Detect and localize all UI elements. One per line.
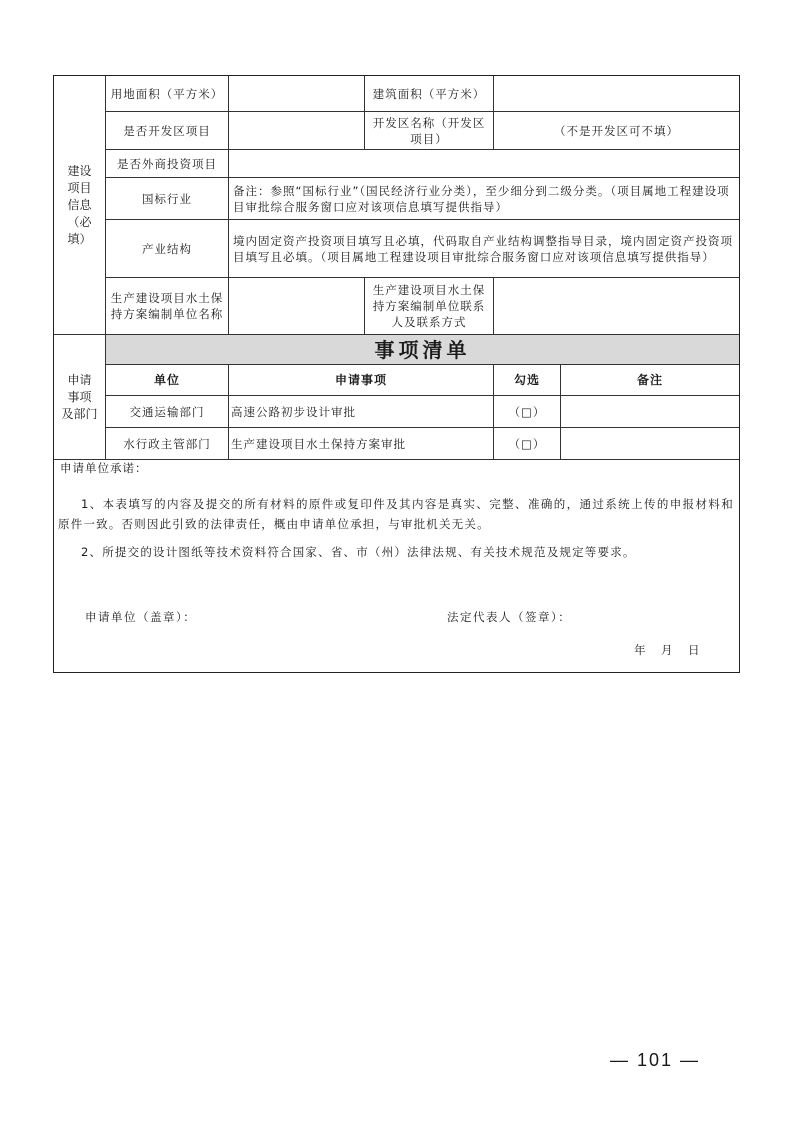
field-dev-zone[interactable] (229, 112, 365, 150)
section-label-project-info: 建设 项目 信息 （必 填） (54, 76, 106, 335)
field-land-area[interactable] (229, 76, 365, 112)
field-soil-plan-unit[interactable] (229, 278, 365, 335)
label-land-area: 用地面积（平方米） (106, 76, 229, 112)
field-dev-zone-name[interactable]: （不是开发区可不填） (494, 112, 739, 150)
application-form (53, 75, 740, 673)
field-soil-plan-contact[interactable] (494, 278, 739, 335)
date-label: 年 月 日 (634, 643, 702, 657)
table-row-unit: 水行政主管部门 (106, 428, 229, 460)
label-soil-plan-unit: 生产建设项目水土保持方案编制单位名称 (106, 278, 229, 335)
field-industry: 备注：参照“国标行业”（国民经济行业分类），至少细分到二级分类。（项目属地工程建设项目审批综合服务窗口应对该项信息填写提供指导） (229, 178, 739, 220)
page-number: — 101 — (610, 1050, 701, 1070)
col-header-unit: 单位 (106, 365, 229, 396)
table-row-item: 高速公路初步设计审批 (229, 396, 494, 428)
label-building-area: 建筑面积（平方米） (365, 76, 494, 112)
pledge-paragraph-1: 1、本表填写的内容及提交的所有材料的原件或复印件及其内容是真实、完整、准确的，通过系统上传的申报材料和原件一致。否则因此引致的法律责任，概由申请单位承担，与审批机关无关。 (58, 497, 734, 531)
field-industry-structure: 境内固定资产投资项目填写且必填，代码取自产业结构调整指导目录，境内固定资产投资项目填写且必填。（项目属地工程建设项目审批综合服务窗口应对该项信息填写提供指导） (229, 220, 739, 278)
label-soil-plan-contact: 生产建设项目水土保持方案编制单位联系人及联系方式 (365, 278, 494, 335)
label-dev-zone-name: 开发区名称（开发区项目） (365, 112, 494, 150)
checkbox-soil-plan[interactable]: （□） (494, 428, 561, 460)
field-note-highway[interactable] (561, 396, 739, 428)
field-building-area[interactable] (494, 76, 739, 112)
items-list-title: 事项清单 (106, 335, 739, 365)
field-foreign-investment[interactable] (229, 150, 739, 178)
label-industry: 国标行业 (106, 178, 229, 220)
checkbox-highway-design[interactable]: （□） (494, 396, 561, 428)
table-row-unit: 交通运输部门 (106, 396, 229, 428)
field-note-soil[interactable] (561, 428, 739, 460)
label-industry-structure: 产业结构 (106, 220, 229, 278)
col-header-check: 勾选 (494, 365, 561, 396)
col-header-item: 申请事项 (229, 365, 494, 396)
table-row-item: 生产建设项目水土保持方案审批 (229, 428, 494, 460)
pledge-title: 申请单位承诺： (60, 461, 148, 475)
section-label-application-items: 申请 事项 及部门 (54, 335, 106, 460)
applicant-seal-label: 申请单位（盖章）： (85, 610, 197, 624)
col-header-note: 备注 (561, 365, 739, 396)
label-foreign-investment: 是否外商投资项目 (106, 150, 229, 178)
legal-rep-sign-label: 法定代表人（签章）： (447, 610, 572, 624)
pledge-paragraph-2: 2、所提交的设计图纸等技术资料符合国家、省、市（州）法律法规、有关技术规范及规定等要求。 (81, 545, 636, 559)
label-dev-zone: 是否开发区项目 (106, 112, 229, 150)
